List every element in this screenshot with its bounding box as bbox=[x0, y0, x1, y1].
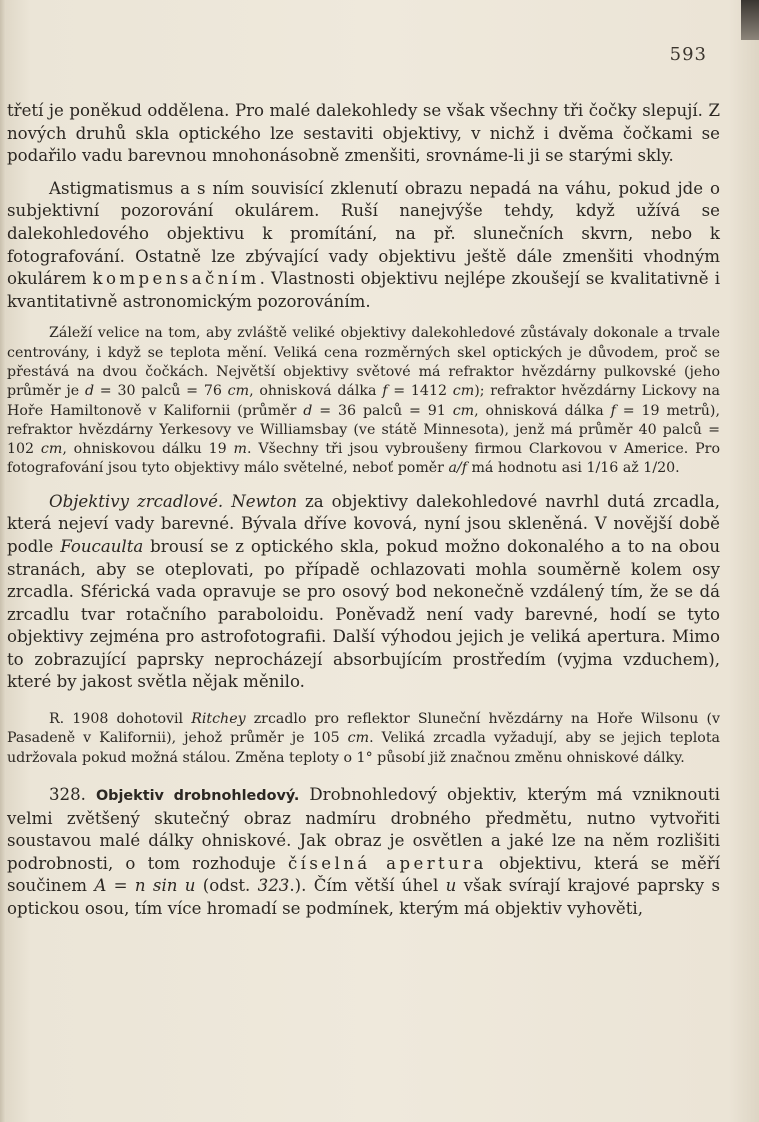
cross-reference: 323 bbox=[257, 876, 290, 896]
math-formula: A = n sin u bbox=[94, 876, 196, 896]
person-name: Ritchey bbox=[191, 711, 246, 728]
text-run: = 30 palců = 76 bbox=[94, 383, 228, 400]
math-symbol: u bbox=[445, 876, 457, 896]
emphasized-term: číselná apertura bbox=[287, 853, 487, 873]
unit: m bbox=[233, 441, 247, 458]
section-number: 328. bbox=[49, 784, 86, 804]
paragraph-4 bbox=[7, 491, 720, 694]
unit: cm bbox=[227, 383, 250, 400]
text-run: = 19 metrů), refraktor hvězdárny Yerkesovy ve Williamsbay (ve státě Minnesota), jenž má průměr 40 palců = 102 bbox=[7, 402, 720, 458]
text-run: . Vlastnosti objektivu nejlépe zkoušejí se kvalitativně i kvantitativně astronomickým pozorováním. bbox=[7, 269, 720, 311]
scan-corner-shadow bbox=[741, 0, 759, 40]
paragraph-2 bbox=[7, 178, 720, 314]
text-run: zrcadlo pro reflektor Sluneční hvězdárny na Hoře Wilsonu (v Pasadeně v Kalifornii), jehož průměr je 105 bbox=[7, 711, 721, 747]
math-symbol: a/f bbox=[448, 460, 467, 477]
math-symbol: f bbox=[610, 402, 616, 419]
section-title: Objektiv drobnohledový. bbox=[95, 787, 300, 804]
page-number: 593 bbox=[669, 44, 707, 65]
math-symbol: d bbox=[303, 402, 313, 419]
unit: cm bbox=[40, 441, 63, 458]
text-run: . Veliká zrcadla vyžadují, aby se jejich teplota udržovala pokud možná stálou. Změna teploty o 1° působí již značnou změnu ohniskové dálky. bbox=[7, 730, 720, 766]
paragraph-5-small bbox=[7, 710, 720, 768]
text-run: objektivu, která se měří součinem bbox=[7, 853, 721, 896]
text-run: však svírají krajové paprsky s optickou osou, tím více hromadí se podmínek, kterým má objektiv vyhověti, bbox=[7, 876, 720, 918]
text-run: Záleží velice na tom, aby zvláště veliké objektivy dalekohledové zůstávaly dokonale a trvale centrovány, i když se teplota mění. Veliká cena rozměrných skel optických je důvodem, proč se přestává na dvou čočkách. Největší objektivy světové má refraktor hvězdárny pulkovské (jeho průměr je bbox=[7, 325, 720, 400]
text-run: brousí se z optického skla, pokud možno dokonalého a to na obou stranách, aby se oteplovati, po případě ochlazovati mohla souměrně kolem osy zrcadla. Sférická vada opravuje se pro osový bod nekonečně vzdálený tím, že se dá zrcadlu tvar rotačního paraboloidu. Poněvadž není vady barevné, hodí se tyto objektivy zejména pro astrofotografii. Další výhodou jejich je veliká apertura. Mimo to zobrazující paprsky neprocházejí absorbujícím prostředím (vyjma vzduchem), které by jakost světla nějak měnilo. bbox=[7, 536, 721, 692]
text-run: (odst. bbox=[195, 876, 258, 896]
text-run: R. 1908 dohotovil bbox=[49, 711, 192, 728]
body-text bbox=[7, 100, 720, 921]
text-run: ); refraktor hvězdárny Lickovy na Hoře Hamiltonově v Kalifornii (průměr bbox=[7, 383, 720, 419]
section-heading-italic: Objektivy zrcadlové. bbox=[49, 491, 232, 511]
text-run: za objektivy dalekohledové navrhl dutá zrcadla, která nejeví vady barevné. Bývala dříve kovová, nyní jsou skleněná. V novější době podle bbox=[7, 491, 720, 556]
unit: cm bbox=[347, 730, 370, 747]
unit: cm bbox=[452, 402, 475, 419]
text-run: má hodnotu asi 1/16 až 1/20. bbox=[466, 460, 680, 477]
unit: cm bbox=[452, 383, 475, 400]
text-run: , ohnisková dálka bbox=[474, 402, 611, 419]
math-symbol: f bbox=[382, 383, 388, 400]
text-run: Astigmatismus a s ním souvisící zklenutí obrazu nepadá na váhu, pokud jde o subjektivní pozorování okulárem. Ruší nanejvýše tehdy, když užívá se dalekohledového objektivu k promítání, na př. slunečních skvrn, nebo k fotografování. Ostatně lze zbývající vady objektivu ještě dále zmenšiti vhodným okulárem bbox=[7, 178, 720, 289]
text-run: Drobnohledový objektiv, kterým má vzniknouti velmi zvětšený skutečný obraz nadmíru drobného předmětu, nutno vytvořiti soustavou malé dálky ohniskové. Jak obraz je osvětlen a jaké lze na něm rozlišiti podrobnosti, o tom rozhoduje bbox=[7, 784, 720, 873]
page-spine-shadow bbox=[0, 0, 6, 1122]
text-run: , ohnisková dálka bbox=[249, 383, 383, 400]
person-name: Newton bbox=[231, 491, 298, 511]
paragraph-3-small bbox=[7, 324, 720, 478]
text-run: třetí je poněkud oddělena. Pro malé dalekohledy se však všechny tři čočky slepují. Z nových druhů skla optického lze sestaviti objektivy, v nichž i dvěma čočkami se podařilo vadu barevnou mnohonásobně zmenšiti, srovnáme-li ji se starými skly. bbox=[7, 101, 720, 166]
paragraph-6 bbox=[7, 784, 720, 921]
math-symbol: d bbox=[84, 383, 95, 400]
paragraph-1 bbox=[7, 100, 720, 168]
text-run: = 36 palců = 91 bbox=[312, 402, 453, 419]
person-name: Foucaulta bbox=[60, 536, 144, 556]
text-run: , ohniskovou dálku 19 bbox=[62, 441, 234, 458]
text-run: .). Čím větší úhel bbox=[289, 876, 446, 896]
emphasized-term: kompensačním bbox=[92, 269, 260, 289]
text-run: = 1412 bbox=[387, 383, 453, 400]
text-run: . Všechny tři jsou vybroušeny firmou Clarkovou v Americe. Pro fotografování jsou tyto objektivy málo světelné, neboť poměr bbox=[7, 441, 720, 477]
